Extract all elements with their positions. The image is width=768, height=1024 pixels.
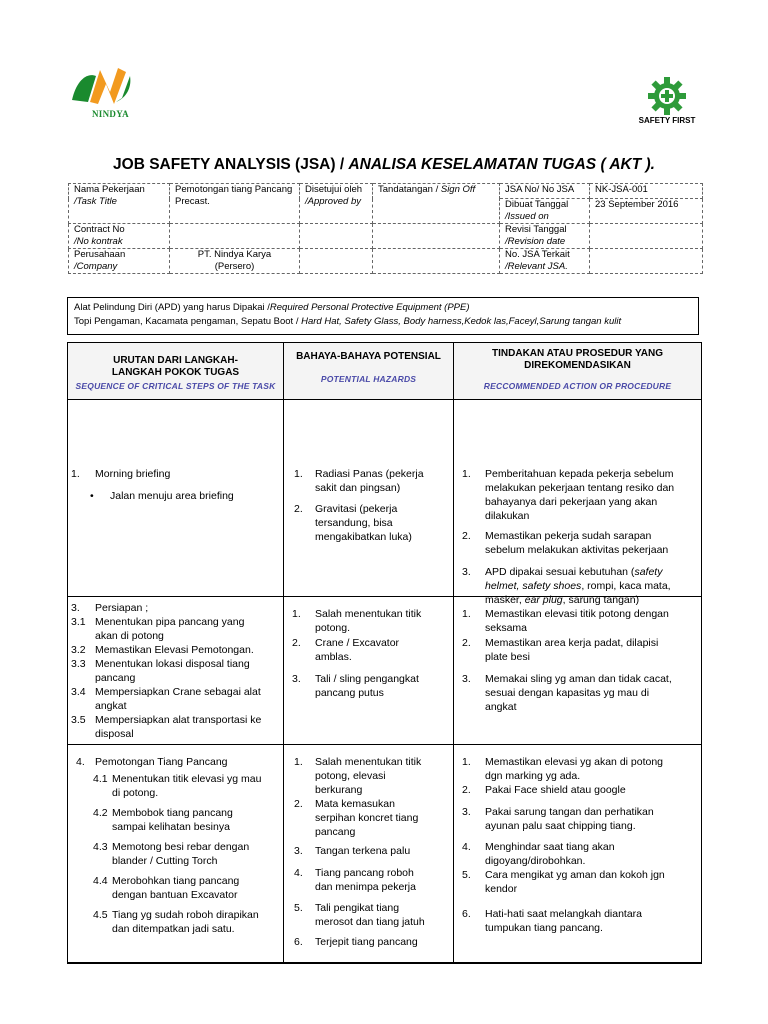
hazard-number: 6. bbox=[294, 936, 303, 948]
bullet-icon: • bbox=[90, 490, 94, 502]
substep-text: Merobohkan tiang pancang bbox=[112, 875, 240, 887]
footer-divider bbox=[67, 962, 701, 963]
title-italic: ANALISA KESELAMATAN TUGAS ( AKT ). bbox=[348, 156, 655, 173]
action-text: digoyang/dirobohkan. bbox=[485, 855, 586, 867]
company-name: NINDYA bbox=[92, 109, 129, 119]
company-label-cell: Perusahaan /Company bbox=[69, 249, 170, 274]
action-text: angkat bbox=[485, 701, 517, 713]
action-text: APD dipakai sesuai kebutuhan (safety bbox=[485, 566, 663, 578]
row3-hazards bbox=[284, 745, 454, 964]
hazard-number: 1. bbox=[294, 468, 303, 480]
hazard-text: Tali / sling pengangkat bbox=[315, 673, 419, 685]
hazard-text: Mata kemasukan bbox=[315, 798, 395, 810]
step-number: 3.1 bbox=[71, 616, 86, 628]
hazard-text: potong, elevasi bbox=[315, 770, 386, 782]
revision-label-cell: Revisi Tanggal /Revision date bbox=[500, 224, 590, 249]
substep-text: dan ditempatkan jadi satu. bbox=[112, 923, 235, 935]
action-text: helmet, safety shoes, rompi, kaca mata, bbox=[485, 580, 671, 592]
ppe-line2: Topi Pengaman, Kacamata pengaman, Sepatu Boot / Hard Hat, Safety Glass, Body harness,Kedok las,Faceyl,Sarung tangan kulit bbox=[74, 316, 622, 327]
nindya-logo bbox=[66, 62, 138, 120]
action-number: 3. bbox=[462, 673, 471, 685]
step-text: Pemotongan Tiang Pancang bbox=[95, 756, 228, 768]
substep-text: Menentukan titik elevasi yg mau bbox=[112, 773, 262, 785]
action-number: 3. bbox=[462, 566, 471, 578]
action-text: ayunan palu saat chipping tiang. bbox=[485, 820, 636, 832]
substep-number: 4.4 bbox=[93, 875, 108, 887]
revision-value-cell bbox=[590, 224, 703, 249]
title-main: JOB SAFETY ANALYSIS (JSA) / bbox=[113, 156, 349, 173]
safety-gear-icon bbox=[647, 76, 687, 116]
row3-actions bbox=[454, 745, 702, 964]
step-text: Persiapan ; bbox=[95, 602, 149, 614]
substep-text: dengan bantuan Excavator bbox=[112, 889, 238, 901]
bullet-text: Jalan menuju area briefing bbox=[110, 490, 234, 502]
jsa-no-value-cell: NK-JSA-001 bbox=[590, 184, 703, 199]
header-hazards: BAHAYA-BAHAYA POTENSIAL POTENTIAL HAZARDS bbox=[284, 343, 454, 400]
step-number: 3.4 bbox=[71, 686, 86, 698]
signoff-label-cell: Tandatangan / Sign Off bbox=[373, 184, 500, 224]
step-number: 3.3 bbox=[71, 658, 86, 670]
hazard-text: pancang bbox=[315, 826, 356, 838]
hazard-text: mengakibatkan luka) bbox=[315, 531, 412, 543]
hazard-text: Salah menentukan titik bbox=[315, 608, 422, 620]
substep-number: 4.5 bbox=[93, 909, 108, 921]
substep-text: blander / Cutting Torch bbox=[112, 855, 218, 867]
issued-label-cell: Dibuat Tanggal /Issued on bbox=[500, 199, 590, 224]
hazard-text: pancang putus bbox=[315, 687, 384, 699]
document-title bbox=[0, 156, 768, 174]
step-number: 3. bbox=[71, 602, 80, 614]
hazard-number: 5. bbox=[294, 902, 303, 914]
contract-label-cell: Contract No /No kontrak bbox=[69, 224, 170, 249]
substep-text: Membobok tiang pancang bbox=[112, 807, 233, 819]
action-text: seksama bbox=[485, 622, 528, 634]
hazard-text: sakit dan pingsan) bbox=[315, 482, 401, 494]
action-text: Memastikan elevasi titik potong dengan bbox=[485, 608, 669, 620]
jsa-table bbox=[67, 342, 702, 964]
row2-steps bbox=[68, 597, 284, 745]
step-text: Mempersiapkan Crane sebagai alat bbox=[95, 686, 261, 698]
action-text: Pemberitahuan kepada pekerja sebelum bbox=[485, 468, 674, 480]
action-text: Memastikan pekerja sudah sarapan bbox=[485, 530, 652, 542]
row1-steps bbox=[68, 400, 284, 597]
action-text: Pakai sarung tangan dan perhatikan bbox=[485, 806, 654, 818]
hazard-text: potong. bbox=[315, 622, 351, 634]
action-number: 2. bbox=[462, 637, 471, 649]
action-number: 5. bbox=[462, 869, 471, 881]
ppe-line1: Alat Pelindung Diri (APD) yang harus Dipakai /Required Personal Protective Equipment (PPE) bbox=[74, 302, 470, 313]
hazard-text: amblas. bbox=[315, 651, 352, 663]
action-text: masker, ear plug, sarung tangan) bbox=[485, 594, 640, 606]
hazard-number: 1. bbox=[292, 608, 301, 620]
hazard-text: merosot dan tiang jatuh bbox=[315, 916, 425, 928]
step-text: Memastikan Elevasi Pemotongan. bbox=[95, 644, 254, 656]
action-number: 3. bbox=[462, 806, 471, 818]
hazard-text: dan menimpa pekerja bbox=[315, 881, 416, 893]
action-text: dilakukan bbox=[485, 510, 530, 522]
action-text: Memastikan area kerja padat, dilapisi bbox=[485, 637, 659, 649]
step-text: Morning briefing bbox=[95, 468, 171, 480]
substep-text: di potong. bbox=[112, 787, 159, 799]
action-text: Memastikan elevasi yg akan di potong bbox=[485, 756, 664, 768]
action-text: tumpukan tiang pancang. bbox=[485, 922, 603, 934]
step-text: disposal bbox=[95, 728, 134, 740]
action-text: sesuai dengan kapasitas yg mau di bbox=[485, 687, 650, 699]
action-text: sebelum melakukan aktivitas pekerjaan bbox=[485, 544, 669, 556]
action-number: 4. bbox=[462, 841, 471, 853]
step-number: 3.2 bbox=[71, 644, 86, 656]
action-number: 1. bbox=[462, 756, 471, 768]
action-text: Pakai Face shield atau google bbox=[485, 784, 626, 796]
hazard-number: 1. bbox=[294, 756, 303, 768]
job-label-cell: Nama Pekerjaan /Task Title bbox=[69, 184, 170, 224]
action-text: Hati-hati saat melangkah diantara bbox=[485, 908, 643, 920]
step-text: angkat bbox=[95, 700, 127, 712]
step-text: pancang bbox=[95, 672, 136, 684]
action-number: 2. bbox=[462, 530, 471, 542]
hazard-text: Tiang pancang roboh bbox=[315, 867, 414, 879]
action-text: Menghindar saat tiang akan bbox=[485, 841, 615, 853]
contract-value-cell bbox=[170, 224, 300, 249]
nindya-logo-icon bbox=[66, 62, 138, 110]
job-value-cell: Pemotongan tiang Pancang Precast. bbox=[170, 184, 300, 224]
step-number: 3.5 bbox=[71, 714, 86, 726]
hazard-text: Crane / Excavator bbox=[315, 637, 400, 649]
hazard-number: 2. bbox=[294, 503, 303, 515]
hazard-text: Tali pengikat tiang bbox=[315, 902, 400, 914]
step-text: akan di potong bbox=[95, 630, 164, 642]
hazard-number: 4. bbox=[294, 867, 303, 879]
hazard-text: serpihan koncret tiang bbox=[315, 812, 419, 824]
hazard-text: Terjepit tiang pancang bbox=[315, 936, 418, 948]
hazard-text: berkurang bbox=[315, 784, 363, 796]
approved-label-cell: Disetujui oleh /Approved by bbox=[300, 184, 373, 224]
substep-text: Tiang yg sudah roboh dirapikan bbox=[112, 909, 259, 921]
action-text: melakukan pekerjaan tentang resiko dan bbox=[485, 482, 675, 494]
action-text: Memakai sling yg aman dan tidak cacat, bbox=[485, 673, 672, 685]
ppe-box bbox=[67, 297, 699, 335]
substep-number: 4.2 bbox=[93, 807, 108, 819]
safety-first-logo bbox=[628, 76, 706, 128]
row1-actions bbox=[454, 400, 702, 606]
jsa-no-label-cell: JSA No/ No JSA bbox=[500, 184, 590, 199]
hazard-text: Salah menentukan titik bbox=[315, 756, 422, 768]
related-label-cell: No. JSA Terkait /Relevant JSA. bbox=[500, 249, 590, 274]
company-value-cell: PT. Nindya Karya (Persero) bbox=[170, 249, 300, 274]
related-value-cell bbox=[590, 249, 703, 274]
header-steps: URUTAN DARI LANGKAH-LANGKAH POKOK TUGAS SEQUENCE OF CRITICAL STEPS OF THE TASK bbox=[68, 343, 284, 400]
step-text: Mempersiapkan alat transportasi ke bbox=[95, 714, 262, 726]
header-table bbox=[68, 183, 703, 274]
substep-number: 4.3 bbox=[93, 841, 108, 853]
substep-text: Memotong besi rebar dengan bbox=[112, 841, 250, 853]
hazard-text: tersandung, bisa bbox=[315, 517, 393, 529]
step-text: Menentukan pipa pancang yang bbox=[95, 616, 245, 628]
step-number: 1. bbox=[71, 468, 80, 480]
hazard-number: 2. bbox=[294, 798, 303, 810]
header-actions: TINDAKAN ATAU PROSEDUR YANG DIREKOMENDASIKAN RECCOMMENDED ACTION OR PROCEDURE bbox=[454, 343, 702, 400]
row2-actions bbox=[454, 597, 702, 745]
step-number: 4. bbox=[76, 756, 85, 768]
action-text: dgn marking yg ada. bbox=[485, 770, 581, 782]
action-number: 2. bbox=[462, 784, 471, 796]
action-number: 1. bbox=[462, 468, 471, 480]
hazard-text: Gravitasi (pekerja bbox=[315, 503, 398, 515]
row3-steps bbox=[68, 745, 284, 964]
safety-first-text: SAFETY FIRST bbox=[638, 116, 696, 125]
row1-hazards bbox=[284, 400, 454, 597]
hazard-text: Radiasi Panas (pekerja bbox=[315, 468, 424, 480]
hazard-number: 2. bbox=[292, 637, 301, 649]
action-text: kendor bbox=[485, 883, 518, 895]
issued-value-cell: 23 September 2016 bbox=[590, 199, 703, 224]
action-text: plate besi bbox=[485, 651, 530, 663]
hazard-text: Tangan terkena palu bbox=[315, 845, 411, 857]
substep-text: sampai kelihatan besinya bbox=[112, 821, 230, 833]
step-text: Menentukan lokasi disposal tiang bbox=[95, 658, 250, 670]
action-number: 6. bbox=[462, 908, 471, 920]
action-number: 1. bbox=[462, 608, 471, 620]
hazard-number: 3. bbox=[292, 673, 301, 685]
row2-hazards bbox=[284, 597, 454, 745]
substep-number: 4.1 bbox=[93, 773, 108, 785]
action-text: bahayanya dari pekerjaan yang akan bbox=[485, 496, 658, 508]
action-text: Cara mengikat yg aman dan kokoh jgn bbox=[485, 869, 665, 881]
hazard-number: 3. bbox=[294, 845, 303, 857]
